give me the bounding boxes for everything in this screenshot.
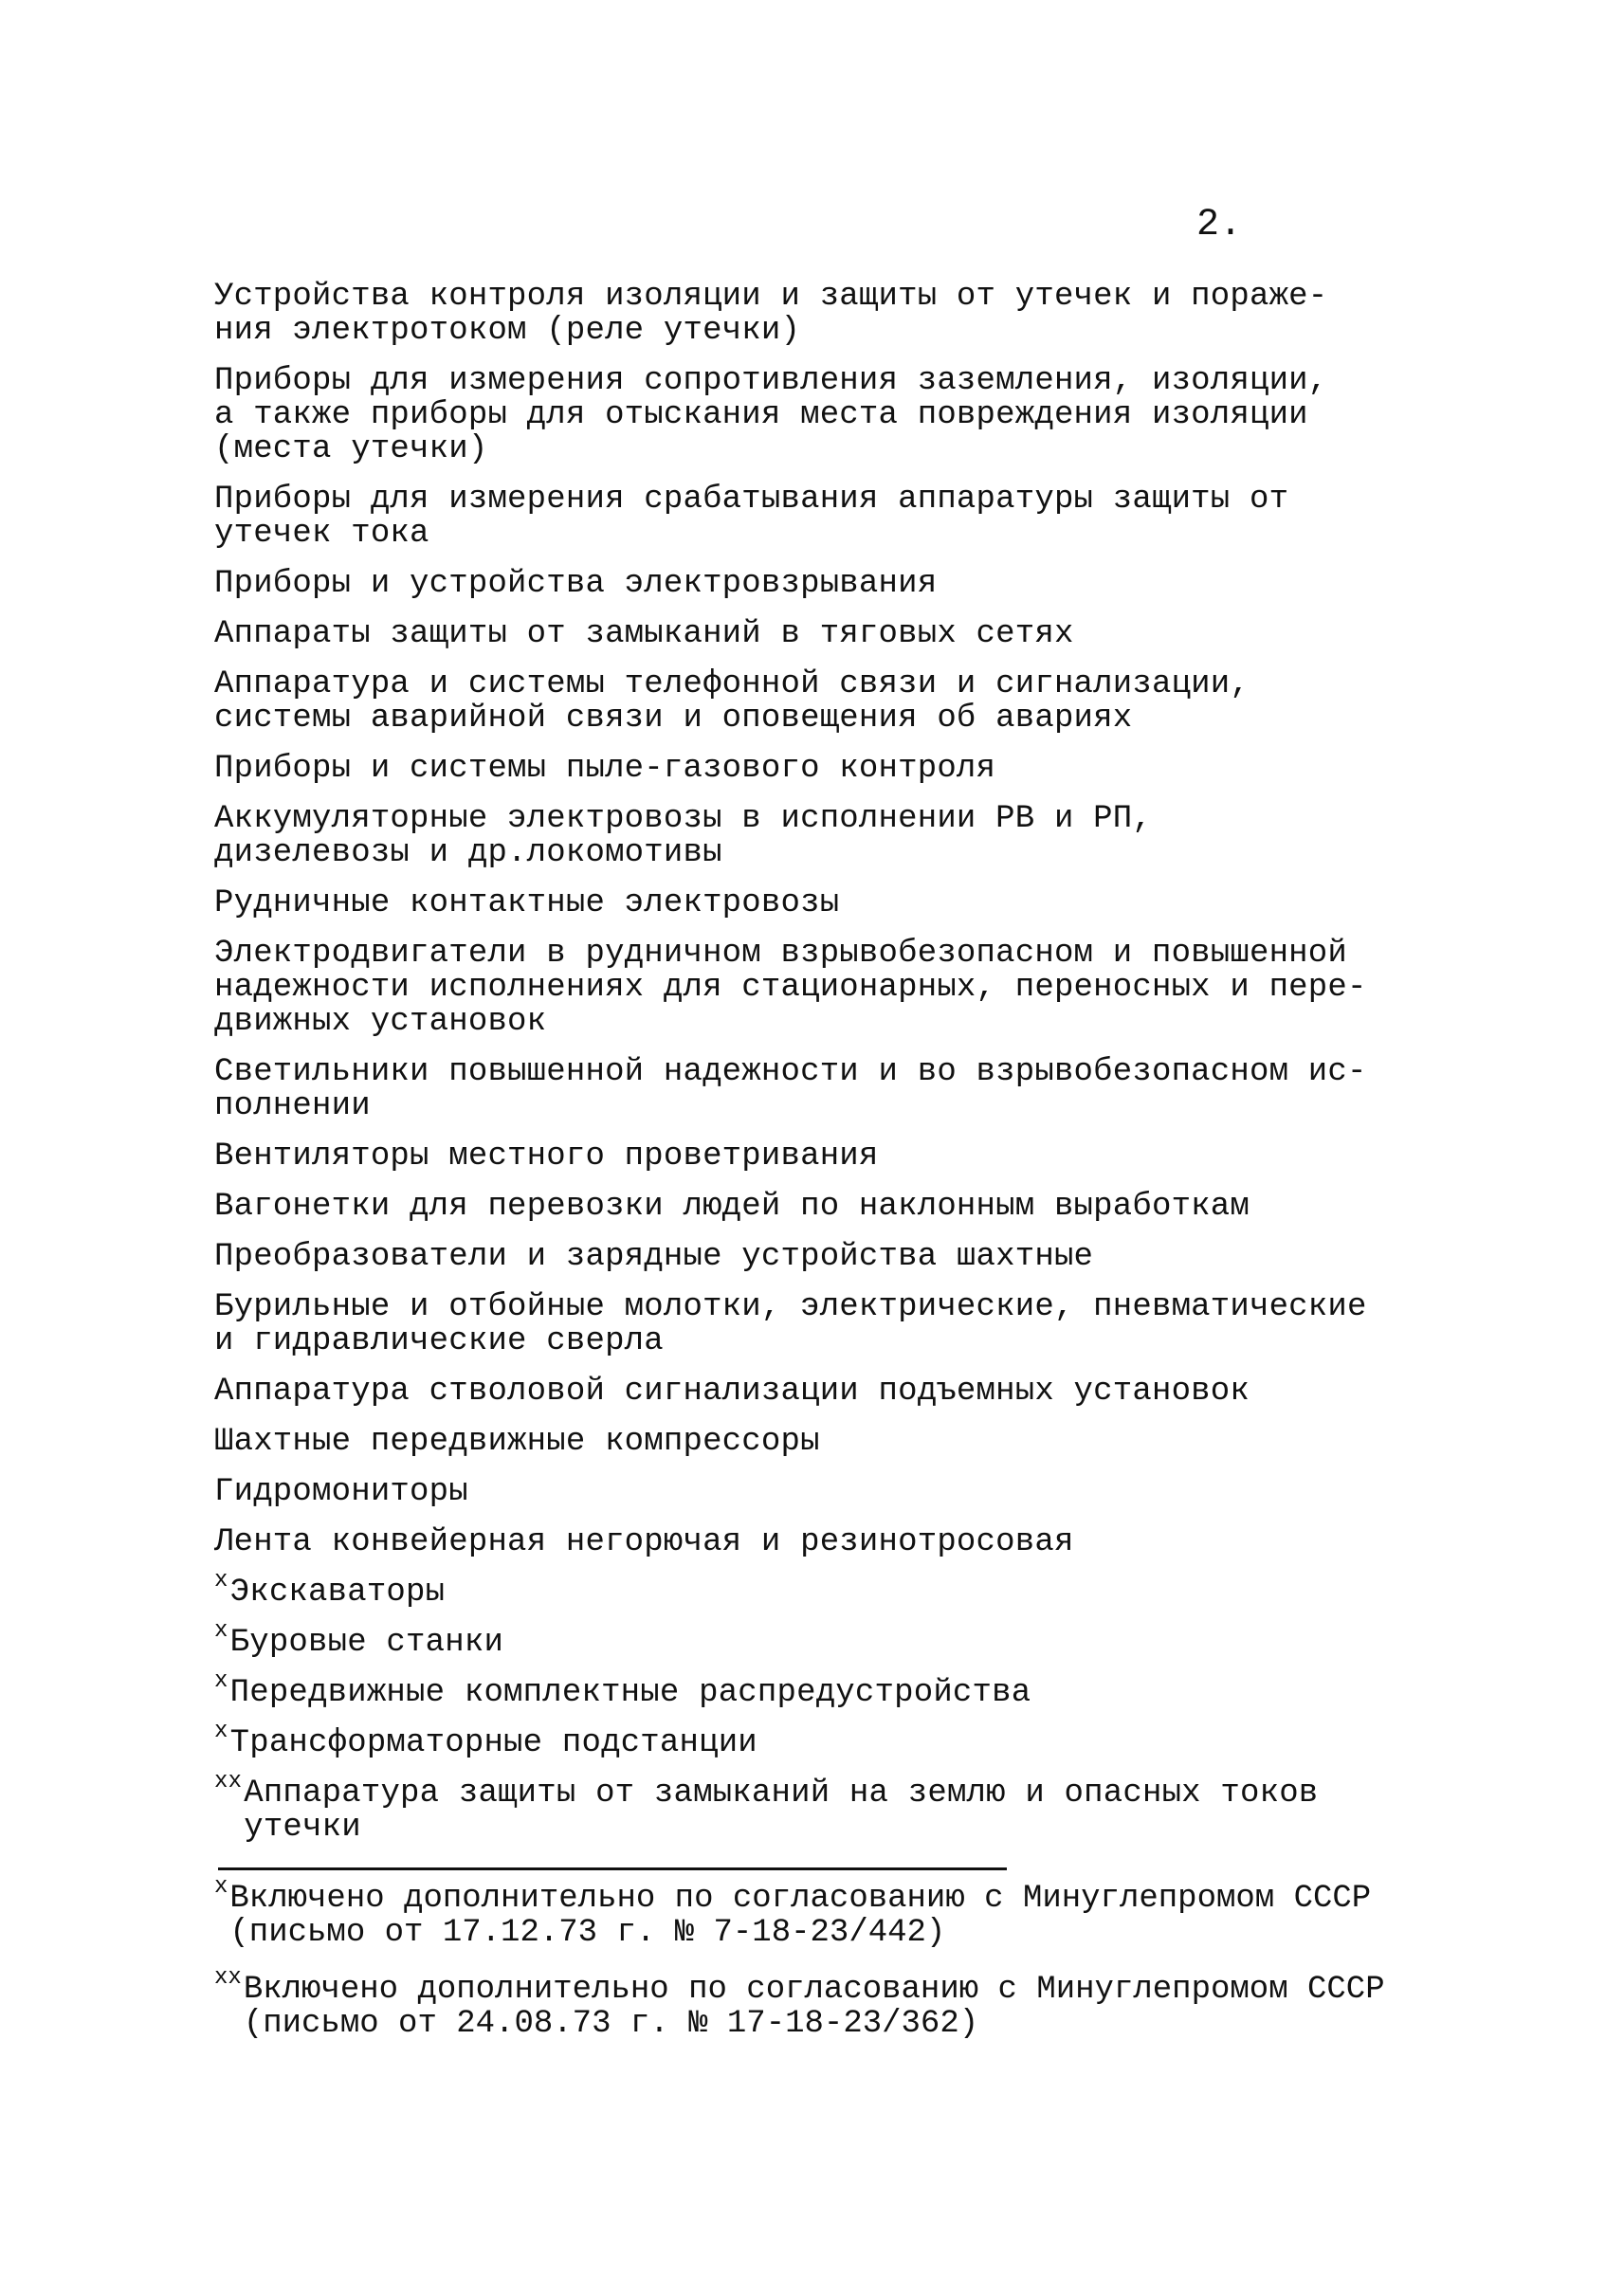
list-item	[214, 886, 1447, 920]
footnotes	[214, 1874, 1485, 2064]
list-item-text: Передвижные комплектные распредустройства	[229, 1675, 1031, 1711]
list-item	[214, 617, 1447, 651]
list-item	[214, 667, 1447, 736]
footnote	[214, 1965, 1485, 2042]
footnote-marker: xx	[214, 1965, 242, 1991]
list-item-text: Аппаратура и системы телефонной связи и сигнализации, системы аварийной связи и оповещения об авариях	[214, 666, 1250, 737]
list-item	[214, 1769, 1447, 1846]
list-item-text: Приборы для измерения срабатывания аппаратуры защиты от утечек тока	[214, 482, 1289, 552]
list-item	[214, 937, 1447, 1039]
list-item-text: Гидромониторы	[214, 1474, 468, 1510]
list-item	[214, 1475, 1447, 1509]
list-item-text: Шахтные передвижные компрессоры	[214, 1424, 820, 1460]
list-item	[214, 1375, 1447, 1409]
list-item	[214, 752, 1447, 786]
list-item-text: Преобразователи и зарядные устройства шахтные	[214, 1239, 1094, 1275]
footnote-marker: x	[214, 1874, 228, 1900]
list-item-text: Вентиляторы местного проветривания	[214, 1138, 879, 1175]
list-item	[214, 483, 1447, 551]
footnote-divider	[218, 1867, 1007, 1870]
list-item	[214, 1668, 1447, 1711]
list-item	[214, 1190, 1447, 1224]
list-item-text: Буровые станки	[229, 1625, 504, 1661]
list-item	[214, 1568, 1447, 1611]
equipment-list	[214, 280, 1447, 1861]
footnote-text: Включено дополнительно по согласованию с Минуглепромом СССР (письмо от 24.08.73 г. № 17-18-23/362)	[243, 1972, 1385, 2042]
footnote-text: Включено дополнительно по согласованию с Минуглепромом СССР (письмо от 17.12.73 г. № 7-18-23/442)	[229, 1881, 1372, 1951]
list-item-text: Приборы и устройства электровзрывания	[214, 566, 938, 602]
footnote-marker: xx	[214, 1769, 243, 1794]
list-item-text: Светильники повышенной надежности и во взрывобезопасном ис- полнении	[214, 1054, 1367, 1124]
list-item-text: Рудничные контактные электровозы	[214, 885, 840, 921]
footnote-marker: x	[214, 1618, 228, 1644]
list-item	[214, 1139, 1447, 1174]
list-item	[214, 1055, 1447, 1123]
list-item-text: Электродвигатели в рудничном взрывобезопасном и повышенной надежности исполнениях для стационарных, переносных и пере- движных установок	[214, 936, 1367, 1040]
list-item-text: Лента конвейерная негорючая и резинотросовая	[214, 1524, 1074, 1560]
list-item-text: Аппараты защиты от замыканий в тяговых сетях	[214, 616, 1074, 652]
footnote-marker: x	[214, 1719, 228, 1744]
list-item	[214, 802, 1447, 870]
list-item-text: Трансформаторные подстанции	[229, 1725, 757, 1761]
list-item	[214, 1290, 1447, 1358]
list-item-text: Приборы и системы пыле-газового контроля	[214, 751, 996, 787]
footnote	[214, 1874, 1485, 1951]
page-number: 2.	[1196, 204, 1243, 246]
list-item	[214, 1525, 1447, 1559]
list-item	[214, 1425, 1447, 1459]
list-item	[214, 1719, 1447, 1761]
list-item	[214, 280, 1447, 348]
list-item-text: Аппаратура защиты от замыканий на землю и опасных токов утечки	[244, 1776, 1319, 1846]
footnote-marker: x	[214, 1668, 228, 1694]
list-item-text: Аппаратура стволовой сигнализации подъемных установок	[214, 1374, 1250, 1410]
list-item-text: Приборы для измерения сопротивления заземления, изоляции, а также приборы для отыскания места повреждения изоляции (места утечки)	[214, 363, 1328, 467]
list-item-text: Аккумуляторные электровозы в исполнении РВ и РП, дизелевозы и др.локомотивы	[214, 801, 1152, 871]
list-item	[214, 364, 1447, 466]
list-item-text: Вагонетки для перевозки людей по наклонным выработкам	[214, 1189, 1250, 1225]
list-item	[214, 567, 1447, 601]
list-item	[214, 1240, 1447, 1274]
list-item-text: Экскаваторы	[229, 1575, 446, 1611]
footnote-marker: x	[214, 1568, 228, 1594]
list-item-text: Бурильные и отбойные молотки, электрические, пневматические и гидравлические сверла	[214, 1289, 1367, 1359]
list-item-text: Устройства контроля изоляции и защиты от утечек и пораже- ния электротоком (реле утечки)	[214, 279, 1328, 349]
list-item	[214, 1618, 1447, 1661]
